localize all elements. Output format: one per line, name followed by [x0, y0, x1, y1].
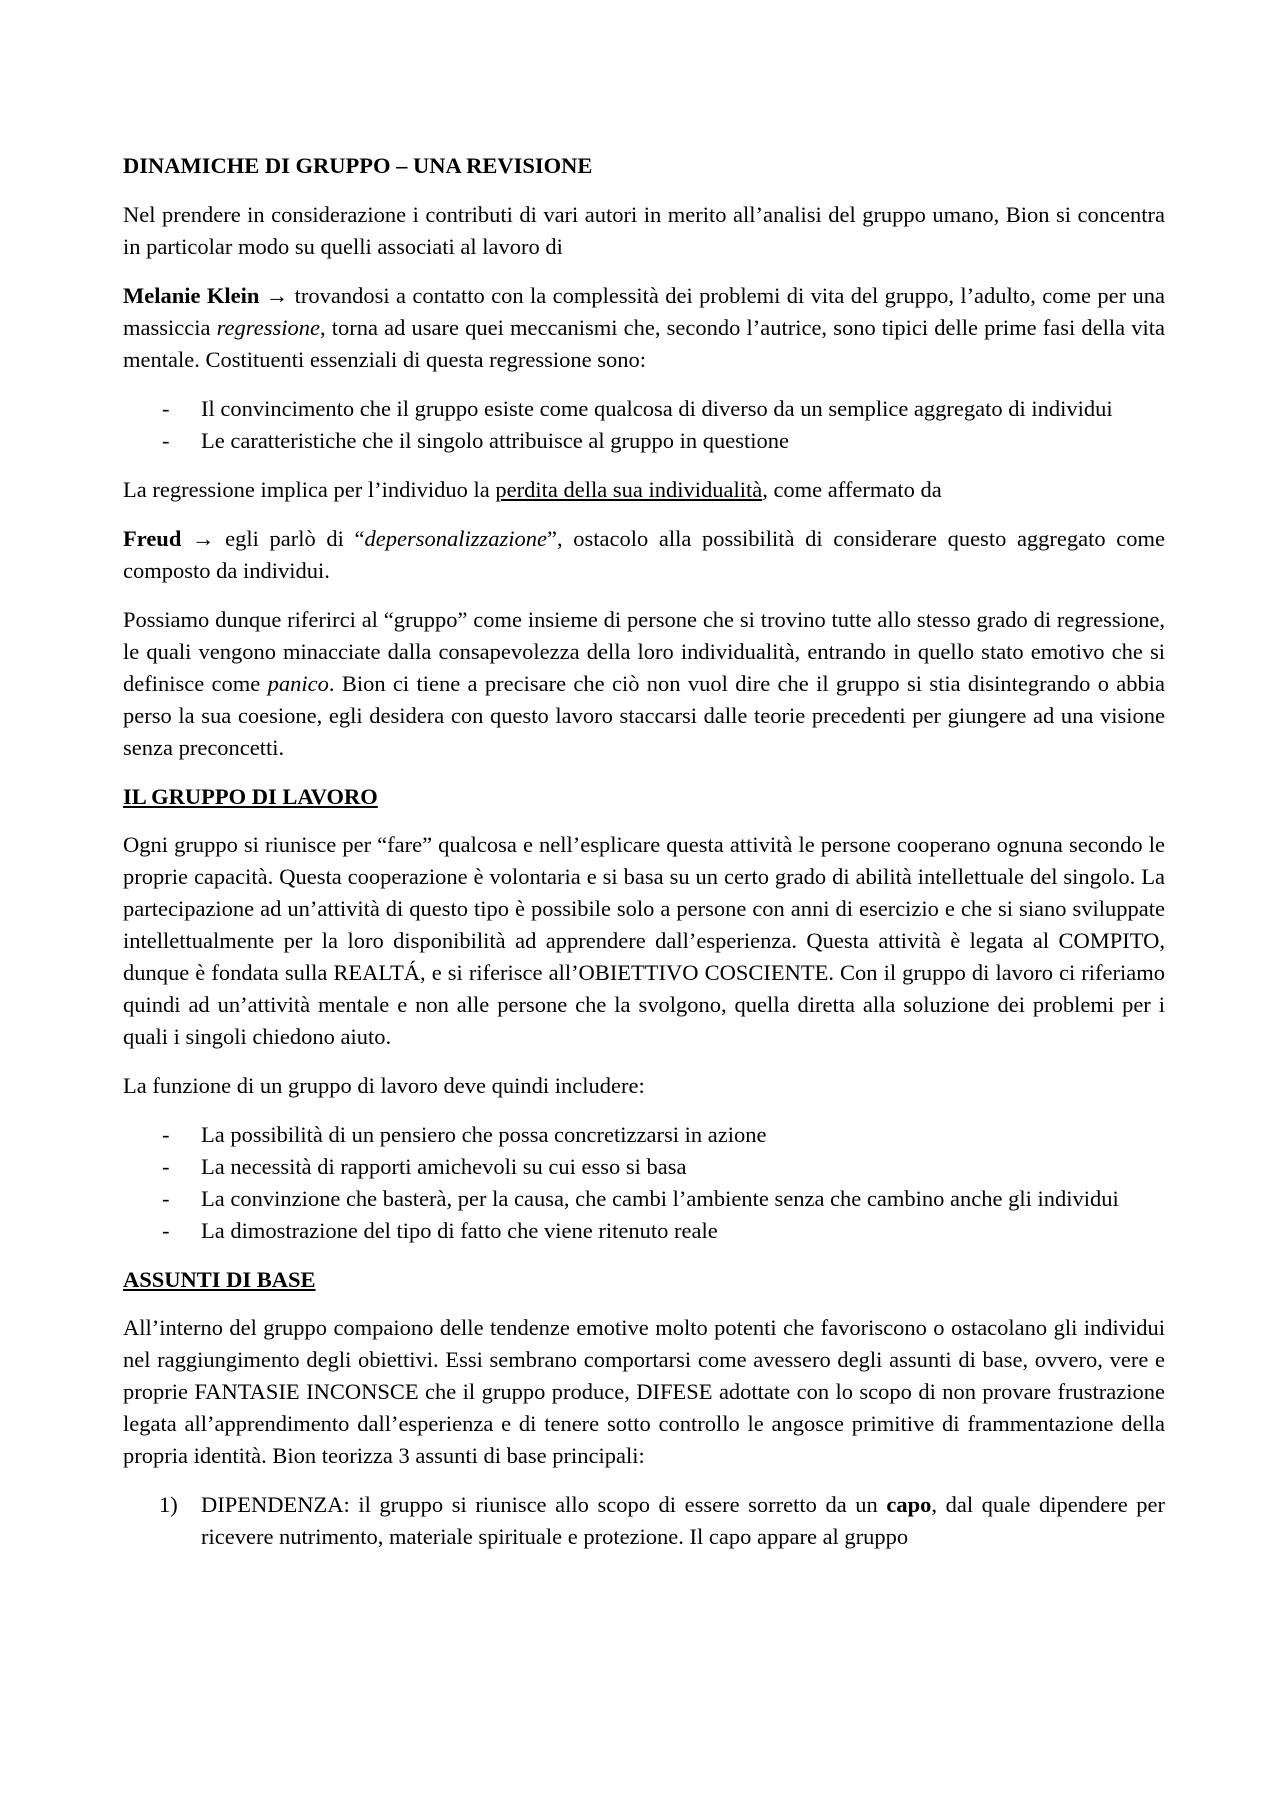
klein-paragraph: Melanie Klein → trovandosi a contatto con la complessità dei problemi di vita del gruppo, l’adulto, come per una massiccia regressione, torna ad usare quei meccanismi che, secondo l’autrice, sono tipici delle prime fasi della vita mentale. Costituenti essenziali di questa regressione sono: [123, 283, 1165, 372]
freud-name: Freud [123, 526, 182, 551]
list-item: - Il convincimento che il gruppo esiste come qualcosa di diverso da un semplice aggregato di individui [123, 393, 1165, 425]
basic-assumptions-paragraph: All’interno del gruppo compaiono delle tendenze emotive molto potenti che favoriscono o ostacolano gli individui nel raggiungimento degli obiettivi. Essi sembrano comportarsi come avessero degli assunti di base, ovvero, vere e proprie FANTASIE INCONSCE che il gruppo produce, DIFESE adottate con lo scopo di non provare frustrazione legata all’apprendimento dall’esperienza e di tenere sotto controllo le angosce primitive di frammentazione della propria identità. Bion teorizza 3 assunti di base principali: [123, 1315, 1165, 1468]
regression-paragraph: La regressione implica per l’individuo la perdita della sua individualità, come affermato da [123, 477, 942, 502]
list-item: - La necessità di rapporti amichevoli su cui esso si basa [123, 1151, 1165, 1183]
depersonalization-term: depersonalizzazione [364, 526, 547, 551]
arrow-glyph: → [191, 526, 215, 551]
list-item: - La convinzione che basterà, per la causa, che cambi l’ambiente senza che cambino anche gli individui [123, 1183, 1165, 1215]
freud-paragraph: Freud → egli parlò di “depersonalizzazione”, ostacolo alla possibilità di considerare questo aggregato come composto da individui. [123, 526, 1166, 583]
list-item: - La possibilità di un pensiero che possa concretizzarsi in azione [123, 1119, 1165, 1151]
section-heading-basic-assumptions: ASSUNTI DI BASE [123, 1267, 316, 1292]
klein-name: Melanie Klein [123, 283, 260, 308]
panic-term: panico [267, 671, 329, 696]
section-heading-work-group: IL GRUPPO DI LAVORO [123, 784, 378, 809]
document-page [123, 150, 1165, 1553]
underlined-phrase: perdita della sua individualità [495, 477, 763, 502]
arrow-glyph: → [265, 283, 289, 308]
document-title: DINAMICHE DI GRUPPO – UNA REVISIONE [123, 153, 593, 178]
list-item: 1) DIPENDENZA: il gruppo si riunisce allo scopo di essere sorretto da un capo, dal quale dipendere per ricevere nutrimento, materiale spirituale e protezione. Il capo appare al gruppo [123, 1489, 1165, 1553]
bold-term: capo [886, 1492, 932, 1517]
list-item: - Le caratteristiche che il singolo attribuisce al gruppo in questione [123, 425, 1165, 457]
intro-paragraph: Nel prendere in considerazione i contributi di vari autori in merito all’analisi del gruppo umano, Bion si concentra in particolar modo su quelli associati al lavoro di [123, 202, 1165, 259]
assumptions-list [123, 1489, 1165, 1553]
list-number: 1) [159, 1492, 178, 1517]
function-intro: La funzione di un gruppo di lavoro deve quindi includere: [123, 1073, 645, 1098]
work-group-paragraph: Ogni gruppo si riunisce per “fare” qualcosa e nell’esplicare questa attività le persone cooperano ognuna secondo le proprie capacità. Questa cooperazione è volontaria e si basa su un certo grado di abilità intellettuale del singolo. La partecipazione ad un’attività di questo tipo è possibile solo a persone con anni di esercizio e che si siano sviluppate intellettualmente per la loro disponibilità ad apprendere dall’esperienza. Questa attività è legata al COMPITO, dunque è fondata sulla REALTÁ, e si riferisce all’OBIETTIVO COSCIENTE. Con il gruppo di lavoro ci riferiamo quindi ad un’attività mentale e non alle persone che la svolgono, quella diretta alla soluzione dei problemi per i quali i singoli chiedono aiuto. [123, 832, 1165, 1049]
regression-term: regressione [216, 315, 320, 340]
group-paragraph: Possiamo dunque riferirci al “gruppo” come insieme di persone che si trovino tutte allo stesso grado di regressione, le quali vengono minacciate dalla consapevolezza della loro individualità, entrando in quello stato emotivo che si definisce come panico. Bion ci tiene a precisare che ciò non vuol dire che il gruppo si stia disintegrando o abbia perso la sua coesione, egli desidera con questo lavoro staccarsi dalle teorie precedenti per giungere ad una visione senza preconcetti. [123, 607, 1166, 760]
list-item: - La dimostrazione del tipo di fatto che viene ritenuto reale [123, 1215, 1165, 1247]
regression-list [123, 393, 1165, 457]
function-list [123, 1119, 1165, 1247]
